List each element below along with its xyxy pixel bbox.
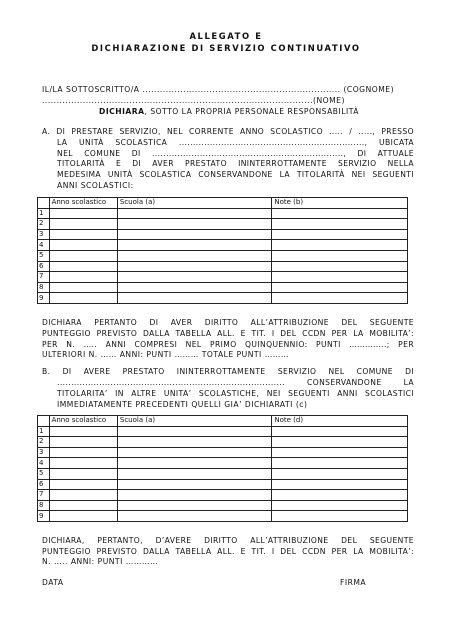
row-number-cell: 7 — [38, 272, 50, 283]
table-row — [38, 261, 408, 272]
notes-cell[interactable] — [272, 447, 408, 458]
school-cell[interactable] — [117, 272, 272, 283]
table-row — [38, 272, 408, 283]
service-table-b — [37, 415, 408, 522]
notes-cell[interactable] — [272, 240, 408, 251]
table-row — [38, 458, 408, 469]
section-a-line-5: MEDESIMA UNITÀ SCOLASTICA CONSERVANDONE LA TITOLARITÀ NEI SEGUENTI — [57, 170, 414, 179]
service-table-a — [37, 197, 408, 304]
school-year-cell[interactable] — [49, 272, 117, 283]
notes-cell[interactable] — [272, 282, 408, 293]
school-year-cell[interactable] — [49, 240, 117, 251]
row-number-cell: 5 — [38, 250, 50, 261]
school-year-cell[interactable] — [49, 447, 117, 458]
school-cell[interactable] — [117, 458, 272, 469]
school-cell[interactable] — [117, 219, 272, 230]
school-cell[interactable] — [117, 261, 272, 272]
table-header-row — [38, 416, 408, 427]
declaration-b-line-1: DICHIARA, PERTANTO, D’AVERE DIRITTO ALL’ATTRIBUZIONE DEL SEGUENTE — [42, 536, 414, 545]
school-year-cell[interactable] — [49, 426, 117, 437]
row-number-cell: 9 — [38, 511, 50, 522]
intro-surname-line: IL/LA SOTTOSCRITTO/A .................................................................... (COGNOME) — [42, 85, 395, 94]
section-b-line-2: ................................................................................. CONSERVANDONE LA — [57, 378, 414, 387]
declares-keyword: DICHIARA — [99, 107, 145, 116]
table-header-cell: Note (d) — [272, 416, 408, 427]
attachment-title: ALLEGATO E — [189, 31, 263, 41]
declaration-a-line-1: DICHIARA PERTANTO DI AVER DIRITTO ALL’ATTRIBUZIONE DEL SEGUENTE — [42, 318, 414, 327]
notes-cell[interactable] — [272, 219, 408, 230]
notes-cell[interactable] — [272, 250, 408, 261]
table-row — [38, 500, 408, 511]
row-number-cell: 6 — [38, 261, 50, 272]
section-b-line-3: TITOLARITA’ IN ALTRE UNITA’ SCOLASTICHE, NEI SEGUENTI ANNI SCOLASTICI — [57, 389, 414, 398]
table-header-cell: Scuola (a) — [117, 416, 272, 427]
table-row — [38, 426, 408, 437]
table-row — [38, 282, 408, 293]
table-row — [38, 240, 408, 251]
school-year-cell[interactable] — [49, 479, 117, 490]
row-number-cell: 3 — [38, 447, 50, 458]
school-cell[interactable] — [117, 426, 272, 437]
date-label: DATA — [42, 578, 64, 587]
table-header-cell — [38, 416, 50, 427]
notes-cell[interactable] — [272, 426, 408, 437]
notes-cell[interactable] — [272, 208, 408, 219]
row-number-cell: 4 — [38, 240, 50, 251]
section-a-line-3: NEL COMUNE DI ...................................................................., DI ATTUALE — [57, 149, 414, 158]
table-row — [38, 447, 408, 458]
row-number-cell: 1 — [38, 208, 50, 219]
row-number-cell: 2 — [38, 437, 50, 448]
intro-name-line: .............................................................................................(NOME) — [42, 96, 345, 105]
table-header-row — [38, 198, 408, 209]
school-year-cell[interactable] — [49, 229, 117, 240]
school-cell[interactable] — [117, 282, 272, 293]
table-row — [38, 250, 408, 261]
school-year-cell[interactable] — [49, 490, 117, 501]
school-cell[interactable] — [117, 293, 272, 304]
table-header-cell: Note (b) — [272, 198, 408, 209]
table-header-cell: Anno scolastico — [49, 198, 117, 209]
row-number-cell: 2 — [38, 219, 50, 230]
section-a-line-1: A. DI PRESTARE SERVIZIO, NEL CORRENTE ANNO SCOLASTICO ..... / ....., PRESSO — [42, 127, 414, 136]
school-year-cell[interactable] — [49, 208, 117, 219]
row-number-cell: 9 — [38, 293, 50, 304]
notes-cell[interactable] — [272, 272, 408, 283]
school-cell[interactable] — [117, 490, 272, 501]
notes-cell[interactable] — [272, 437, 408, 448]
table-row — [38, 229, 408, 240]
school-year-cell[interactable] — [49, 219, 117, 230]
declaration-a-line-3: PER N. ….. ANNI COMPRESI NEL PRIMO QUINQUENNIO: PUNTI …………..; PER — [42, 340, 414, 349]
notes-cell[interactable] — [272, 261, 408, 272]
table-row — [38, 468, 408, 479]
row-number-cell: 3 — [38, 229, 50, 240]
declares-rest: , SOTTO LA PROPRIA PERSONALE RESPONSABILITÀ — [144, 107, 359, 116]
school-year-cell[interactable] — [49, 282, 117, 293]
notes-cell[interactable] — [272, 293, 408, 304]
school-cell[interactable] — [117, 500, 272, 511]
table-row — [38, 437, 408, 448]
row-number-cell: 5 — [38, 468, 50, 479]
school-year-cell[interactable] — [49, 437, 117, 448]
section-a-line-4: TITOLARITÀ E DI AVER PRESTATO ININTERROTTAMENTE SERVIZIO NELLA — [57, 159, 414, 168]
document-title: DICHIARAZIONE DI SERVIZIO CONTINUATIVO — [91, 43, 361, 53]
school-cell[interactable] — [117, 447, 272, 458]
declaration-a-line-4: ULTERIORI N. …… ANNI: PUNTI ……… TOTALE PUNTI ……… — [42, 350, 289, 359]
declaration-a-line-2: PUNTEGGIO PREVISTO DALLA TABELLA ALL. E TIT. I DEL CCDN PER LA MOBILITA’: — [42, 329, 414, 338]
row-number-cell: 6 — [38, 479, 50, 490]
table-row — [38, 511, 408, 522]
school-cell[interactable] — [117, 479, 272, 490]
school-cell[interactable] — [117, 468, 272, 479]
school-year-cell[interactable] — [49, 511, 117, 522]
row-number-cell: 1 — [38, 426, 50, 437]
school-cell[interactable] — [117, 511, 272, 522]
table-row — [38, 293, 408, 304]
school-year-cell[interactable] — [49, 500, 117, 511]
notes-cell[interactable] — [272, 511, 408, 522]
school-cell[interactable] — [117, 240, 272, 251]
notes-cell[interactable] — [272, 468, 408, 479]
school-cell[interactable] — [117, 229, 272, 240]
notes-cell[interactable] — [272, 458, 408, 469]
section-a-line-6: ANNI SCOLASTICI: — [57, 181, 134, 190]
school-year-cell[interactable] — [49, 468, 117, 479]
declaration-b-line-3: N. ….. ANNI: PUNTI ………… — [42, 557, 159, 566]
row-number-cell: 4 — [38, 458, 50, 469]
row-number-cell: 8 — [38, 500, 50, 511]
declaration-b-line-2: PUNTEGGIO PREVISTO DALLA TABELLA ALL. E TIT. I DEL CCDN PER LA MOBILITA’: — [42, 547, 414, 556]
school-year-cell[interactable] — [49, 250, 117, 261]
table-header-cell: Anno scolastico — [49, 416, 117, 427]
table-row — [38, 479, 408, 490]
row-number-cell: 8 — [38, 282, 50, 293]
table-header-cell: Scuola (a) — [117, 198, 272, 209]
school-year-cell[interactable] — [49, 293, 117, 304]
notes-cell[interactable] — [272, 479, 408, 490]
table-header-cell — [38, 198, 50, 209]
table-row — [38, 219, 408, 230]
notes-cell[interactable] — [272, 229, 408, 240]
section-a-line-2: LA UNITÀ SCOLASTICA .................................................................., UBICATA — [57, 138, 414, 147]
declares-line — [42, 107, 416, 116]
section-b-line-4: IMMEDIATAMENTE PRECEDENTI QUELLI GIA’ DICHIARATI (c) — [57, 400, 308, 409]
school-year-cell[interactable] — [49, 458, 117, 469]
signature-label: FIRMA — [340, 578, 367, 587]
table-row — [38, 490, 408, 501]
school-year-cell[interactable] — [49, 261, 117, 272]
row-number-cell: 7 — [38, 490, 50, 501]
table-row — [38, 208, 408, 219]
section-b-line-1: B. DI AVERE PRESTATO ININTERROTTAMENTE SERVIZIO NEL COMUNE DI — [42, 367, 414, 376]
school-cell[interactable] — [117, 208, 272, 219]
school-cell[interactable] — [117, 437, 272, 448]
notes-cell[interactable] — [272, 500, 408, 511]
notes-cell[interactable] — [272, 490, 408, 501]
school-cell[interactable] — [117, 250, 272, 261]
